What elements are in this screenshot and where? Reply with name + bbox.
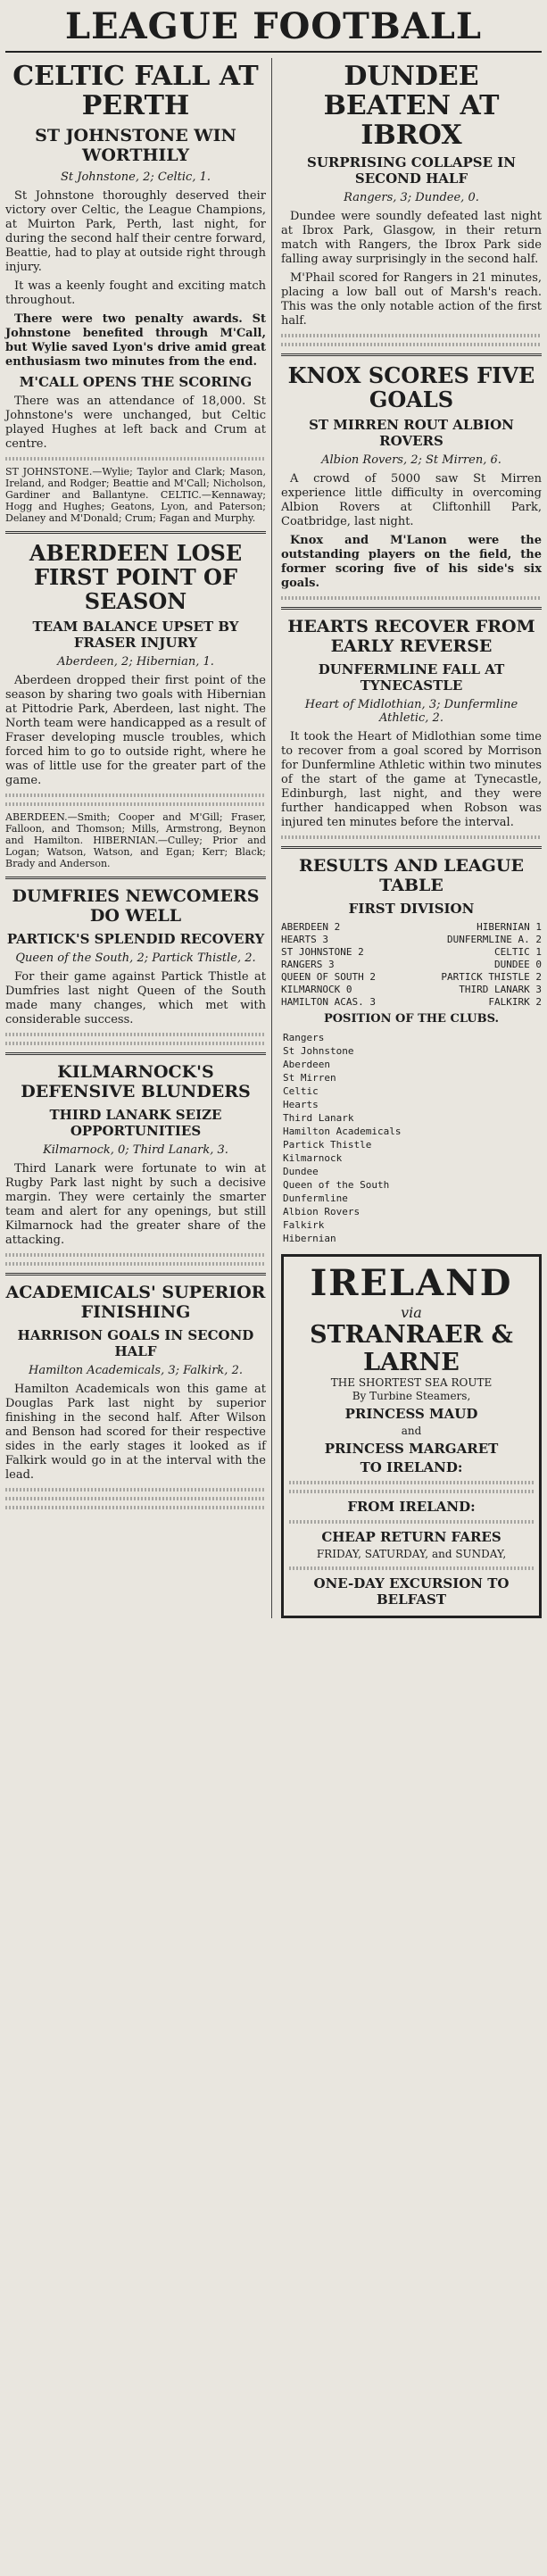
club-name: Albion Rovers: [283, 1206, 361, 1217]
ad-cheap-fares: CHEAP RETURN FARES: [321, 1529, 501, 1545]
hearts-subhead: DUNFERMLINE FALL AT TYNECASTLE: [318, 661, 505, 694]
result-home: HAMILTON ACAS. 3: [281, 996, 376, 1008]
club-name: St Johnstone: [283, 1045, 354, 1057]
knox-headline: KNOX SCORES FIVE GOALS: [287, 362, 535, 412]
dundee-subhead: SURPRISING COLLAPSE IN SECOND HALF: [307, 154, 516, 187]
dundee-result: Rangers, 3; Dundee, 0.: [344, 191, 479, 204]
aberdeen-teams: ABERDEEN.—Smith; Cooper and M'Gill; Fraser, Falloon, and Thomson; Mills, Armstrong, Beynon and Hamilton. HIBERNIAN.—Culley; Prior and Logan; Watson, Watson, and Egan; Kerr; Black; Brady and Anderson.: [5, 811, 266, 869]
ad-ship-2: PRINCESS MARGARET: [324, 1441, 499, 1457]
result-home: KILMARNOCK 0: [281, 984, 352, 995]
dundee-headline: DUNDEE BEATEN AT IBROX: [323, 61, 500, 151]
club-name: Partick Thistle: [283, 1139, 372, 1151]
table-row: [281, 1205, 542, 1218]
celtic-paragraph-2: It was a keenly fought and exciting match throughout.: [5, 279, 266, 307]
ad-and: and: [401, 1425, 422, 1437]
celtic-paragraph-3: There were two penalty awards. St Johnstone benefited through M'Call, but Wylie saved Lyon's drive amid great enthusiasm two minutes from the end.: [5, 312, 266, 369]
result-away: PARTICK THISTLE 2: [441, 971, 542, 983]
table-row: [281, 1044, 542, 1058]
club-name: Queen of the South: [283, 1179, 390, 1191]
result-row: [281, 946, 542, 959]
club-name: St Mirren: [283, 1072, 336, 1084]
ad-title: IRELAND: [310, 1262, 513, 1304]
result-away: CELTIC 1: [494, 946, 542, 958]
unreadable-text: [5, 1042, 266, 1045]
table-heading: RESULTS AND LEAGUE TABLE: [299, 856, 524, 895]
divider: [281, 846, 542, 849]
table-row: [281, 1178, 542, 1192]
ad-route: STRANRAER & LARNE: [310, 1321, 513, 1376]
columns: [5, 58, 542, 1618]
ad-from-ireland: FROM IRELAND:: [347, 1499, 476, 1515]
result-home: ST JOHNSTONE 2: [281, 946, 364, 958]
unreadable-text: [5, 802, 266, 806]
hearts-paragraph-1: It took the Heart of Midlothian some time to recover from a goal scored by Morrison for Dunfermline Athletic within two minutes of the start of the game at Tynecastle, Edinburgh, last night, and they were further handicapped when Robson was injured ten minutes before the interval.: [281, 730, 542, 829]
table-row: [281, 1084, 542, 1098]
position-heading: POSITION OF THE CLUBS.: [323, 1012, 500, 1026]
aberdeen-result: Aberdeen, 2; Hibernian, 1.: [57, 655, 214, 669]
result-home: QUEEN OF SOUTH 2: [281, 971, 376, 983]
unreadable-text: [289, 1490, 534, 1493]
aberdeen-subhead: TEAM BALANCE UPSET BY FRASER INJURY: [32, 619, 239, 651]
unreadable-text: [5, 1253, 266, 1257]
club-name: Rangers: [283, 1032, 325, 1043]
dumfries-subhead: PARTICK'S SPLENDID RECOVERY: [6, 931, 265, 947]
table-row: [281, 1165, 542, 1178]
result-home: ABERDEEN 2: [281, 921, 341, 933]
result-away: FALKIRK 2: [488, 996, 542, 1008]
dundee-paragraph-2: M'Phail scored for Rangers in 21 minutes, placing a low ball out of Marsh's reach. This was the only notable action of the first half.: [281, 271, 542, 328]
dumfries-result: Queen of the South, 2; Partick Thistle, 2.: [15, 951, 256, 965]
club-name: Kilmarnock: [283, 1152, 343, 1164]
dumfries-headline: DUMFRIES NEWCOMERS DO WELL: [12, 886, 260, 926]
table-row: [281, 1098, 542, 1111]
ad-excursion: ONE-DAY EXCURSION TO BELFAST: [313, 1575, 510, 1608]
divider: [281, 353, 542, 356]
table-row: [281, 1151, 542, 1165]
unreadable-text: [281, 596, 542, 600]
result-row: [281, 921, 542, 934]
result-row: [281, 971, 542, 984]
result-row: [281, 996, 542, 1009]
result-row: [281, 934, 542, 946]
unreadable-text: [5, 1488, 266, 1492]
right-column: [281, 58, 542, 1618]
unreadable-text: [5, 1506, 266, 1509]
ad-days: FRIDAY, SATURDAY, and SUNDAY,: [316, 1548, 507, 1560]
table-row: [281, 1218, 542, 1232]
table-row: [281, 1071, 542, 1084]
result-away: DUNFERMLINE A. 2: [447, 934, 542, 945]
club-name: Falkirk: [283, 1219, 325, 1231]
kilmarnock-paragraph-1: Third Lanark were fortunate to win at Rugby Park last night by such a decisive margin. They were certainly the smarter team and alert for any openings, but still Kilmarnock had the greater share of the attacking.: [5, 1162, 266, 1247]
celtic-teams: ST JOHNSTONE.—Wylie; Taylor and Clark; Mason, Ireland, and Rodger; Beattie and M'Call; Nicholson, Gardiner and Ballantyne. CELTIC.—Kennaway; Hogg and Hughes; Geatons, Lyon, and Paterson; Delaney and M'Donald; Crum; Fagan and Murphy.: [5, 466, 266, 524]
unreadable-text: [5, 457, 266, 461]
aberdeen-headline: ABERDEEN LOSE FIRST POINT OF SEASON: [29, 540, 243, 614]
knox-paragraph-1: A crowd of 5000 saw St Mirren experience little difficulty in overcoming Albion Rovers at Cliftonhill Park, Coatbridge, last night.: [281, 472, 542, 528]
club-name: Celtic: [283, 1085, 319, 1097]
kilmarnock-result: Kilmarnock, 0; Third Lanark, 3.: [43, 1143, 228, 1157]
unreadable-text: [5, 1033, 266, 1036]
result-away: THIRD LANARK 3: [459, 984, 542, 995]
unreadable-text: [281, 835, 542, 839]
unreadable-text: [5, 794, 266, 797]
results-list: [281, 921, 542, 1009]
result-away: HIBERNIAN 1: [477, 921, 542, 933]
club-name: Hibernian: [283, 1233, 336, 1244]
knox-paragraph-2: Knox and M'Lanon were the outstanding players on the field, the former scoring five of his side's six goals.: [281, 534, 542, 590]
celtic-headline: CELTIC FALL AT PERTH: [12, 61, 259, 121]
club-name: Third Lanark: [283, 1112, 354, 1124]
club-name: Aberdeen: [283, 1059, 330, 1070]
dundee-paragraph-1: Dundee were soundly defeated last night at Ibrox Park, Glasgow, in their return match with Rangers, the Ibrox Park side falling away surprisingly in the second half.: [281, 210, 542, 266]
unreadable-text: [289, 1520, 534, 1524]
ad-to-ireland: TO IRELAND:: [360, 1459, 463, 1475]
dumfries-paragraph-1: For their game against Partick Thistle at Dumfries last night Queen of the South made many changes, which met with considerable success.: [5, 970, 266, 1026]
division-heading: FIRST DIVISION: [348, 901, 475, 917]
ad-via: via: [401, 1304, 422, 1321]
hearts-headline: HEARTS RECOVER FROM EARLY REVERSE: [287, 617, 535, 656]
table-row: [281, 1111, 542, 1125]
divider: [5, 1052, 266, 1055]
knox-subhead: ST MIRREN ROUT ALBION ROVERS: [309, 417, 514, 449]
aberdeen-paragraph-1: Aberdeen dropped their first point of the season by sharing two goals with Hibernian at Pittodrie Park, Aberdeen, last night. The North team were handicapped as a result of Fraser developing muscle troubles, which forced him to go to outside right, where he was of little use for the greater part of the game.: [5, 674, 266, 787]
divider: [5, 877, 266, 879]
hearts-result: Heart of Midlothian, 3; Dunfermline Athletic, 2.: [304, 698, 518, 725]
club-name: Hearts: [283, 1099, 319, 1110]
club-name: Hamilton Academicals: [283, 1126, 402, 1137]
kilmarnock-headline: KILMARNOCK'S DEFENSIVE BLUNDERS: [21, 1062, 251, 1101]
divider: [5, 531, 266, 534]
ireland-advertisement: [281, 1254, 542, 1618]
academicals-subhead: HARRISON GOALS IN SECOND HALF: [17, 1327, 254, 1359]
result-home: RANGERS 3: [281, 959, 335, 970]
academicals-headline: ACADEMICALS' SUPERIOR FINISHING: [5, 1283, 266, 1322]
unreadable-text: [5, 1497, 266, 1500]
result-row: [281, 959, 542, 971]
kilmarnock-subhead: THIRD LANARK SEIZE OPPORTUNITIES: [49, 1107, 222, 1139]
table-row: [281, 1031, 542, 1044]
celtic-paragraph-4: There was an attendance of 18,000. St Johnstone's were unchanged, but Celtic played Hughes at left back and Crum at centre.: [5, 395, 266, 451]
table-row: [281, 1125, 542, 1138]
table-row: [281, 1232, 542, 1245]
table-row: [281, 1058, 542, 1071]
unreadable-text: [289, 1566, 534, 1570]
result-row: [281, 984, 542, 996]
divider: [5, 1273, 266, 1276]
academicals-result: Hamilton Academicals, 3; Falkirk, 2.: [29, 1364, 243, 1377]
unreadable-text: [281, 334, 542, 337]
club-name: Dundee: [283, 1166, 319, 1177]
league-table: [281, 1031, 542, 1245]
table-row: [281, 1138, 542, 1151]
club-name: Dunfermline: [283, 1192, 348, 1204]
ad-tagline: THE SHORTEST SEA ROUTE: [330, 1376, 493, 1389]
celtic-subhead-2: M'CALL OPENS THE SCORING: [19, 374, 253, 390]
unreadable-text: [281, 343, 542, 346]
unreadable-text: [289, 1481, 534, 1484]
divider: [281, 607, 542, 610]
table-row: [281, 1192, 542, 1205]
ad-ship-1: PRINCESS MAUD: [344, 1406, 478, 1422]
masthead: LEAGUE FOOTBALL: [5, 5, 542, 53]
celtic-subhead: ST JOHNSTONE WIN WORTHILY: [35, 126, 236, 165]
celtic-result: St Johnstone, 2; Celtic, 1.: [60, 170, 211, 184]
left-column: [5, 58, 272, 1618]
academicals-paragraph-1: Hamilton Academicals won this game at Douglas Park last night by superior finishing in the second half. After Wilson and Benson had scored for their respective sides in the early stages it looked as if Falkirk would go in at the interval with the lead.: [5, 1383, 266, 1482]
unreadable-text: [5, 1262, 266, 1266]
result-away: DUNDEE 0: [494, 959, 542, 970]
result-home: HEARTS 3: [281, 934, 328, 945]
celtic-paragraph-1: St Johnstone thoroughly deserved their victory over Celtic, the League Champions, at Muirton Park, Perth, last night, for during the second half their centre forward, Beattie, had to play at outside right through injury.: [5, 189, 266, 274]
ad-by: By Turbine Steamers,: [352, 1390, 471, 1402]
knox-result: Albion Rovers, 2; St Mirren, 6.: [321, 453, 501, 467]
